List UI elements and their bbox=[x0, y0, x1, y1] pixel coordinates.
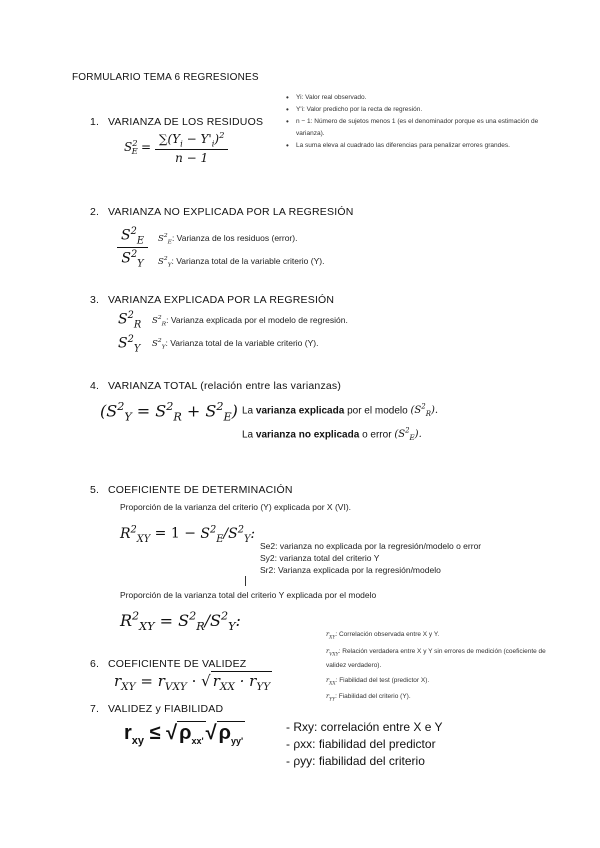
s3-desc-2: $S^2_Y$: Varianza total de la variable criterio (Y). bbox=[152, 337, 319, 351]
s5-note-3: Sr2: Varianza explicada por la regresión/modelo bbox=[260, 565, 441, 575]
page-title: FORMULARIO TEMA 6 REGRESIONES bbox=[72, 72, 259, 83]
s5-note-2: Sy2: varianza total del criterio Y bbox=[260, 553, 380, 563]
formula-r2-residual: $R^2_{XY} = 1 - S^2_E/S^2_Y$: bbox=[120, 524, 256, 545]
section-7-title: 7. VALIDEZ y FIABILIDAD bbox=[90, 703, 224, 715]
formula-r2-explained: $R^2_{XY} = S^2_R/S^2_Y$: bbox=[120, 610, 241, 634]
note-yi-pred: • Y'i: Valor predicho por la recta de regresión. bbox=[286, 104, 546, 116]
s3-desc-1: $S^2_R$: Varianza explicada por el modelo de regresión. bbox=[152, 314, 348, 328]
s4-line-1: La varianza explicada por el modelo $(S^2_R)$. bbox=[242, 403, 439, 419]
section-5-title: 5. COEFICIENTE DE DETERMINACIÓN bbox=[90, 484, 293, 496]
formula-unexplained-ratio: $\frac{S^2_E}{S^2_Y}$ bbox=[117, 226, 148, 270]
s6-note-1: $r_{XY}$: Correlación observada entre X y Y. bbox=[326, 630, 440, 641]
s7-line-2: - ρxx: fiabilidad del predictor bbox=[286, 737, 436, 751]
note-squared-sum: • La suma eleva al cuadrado las diferencias para penalizar errores grandes. bbox=[286, 140, 546, 152]
note-yi: • Yi: Valor real observado. bbox=[286, 92, 546, 104]
s5-para-2: Proporción de la varianza total del criterio Y explicada por el modelo bbox=[120, 590, 377, 600]
formula-validity: $r_{XY} = r_{VXY}$ · √ $r_{XX} \cdot r_{YY}$ bbox=[114, 672, 271, 693]
s2-desc-2: $S^2_Y$: Varianza total de la variable criterio (Y). bbox=[158, 255, 325, 269]
formula-validity-reliability: $r_{xy}$ ≤ √ $\rho_{xx'}$ √ $\rho_{yy'}$ bbox=[124, 722, 244, 747]
formula-sy2: $S^2_Y$ bbox=[118, 334, 141, 355]
formula-total-variance: $(S^2_Y = S^2_R + S^2_E)$ bbox=[100, 400, 238, 424]
section-4-title: 4. VARIANZA TOTAL (relación entre las varianzas) bbox=[90, 380, 342, 392]
note-n-minus-1: • n − 1: Número de sujetos menos 1 (es el denominador porque es una estimación de varianza). bbox=[286, 116, 546, 140]
s7-line-3: - ρyy: fiabilidad del criterio bbox=[286, 754, 425, 768]
residual-notes bbox=[286, 92, 546, 152]
s6-note-2: $r_{VXY}$: Relación verdadera entre X y Y sin errores de medición (coeficiente de validez verdadero). bbox=[326, 647, 546, 670]
s6-note-3: $r_{XX}$: Fiabilidad del test (predictor X). bbox=[326, 676, 430, 687]
s5-note-1: Se2: varianza no explicada por la regresión/modelo o error bbox=[260, 541, 482, 551]
section-3-title: 3. VARIANZA EXPLICADA POR LA REGRESIÓN bbox=[90, 294, 335, 306]
s6-note-4: $r_{YY}$: Fiabilidad del criterio (Y). bbox=[326, 692, 411, 703]
formula-sr2: $S^2_R$ bbox=[118, 310, 142, 331]
s7-line-1: - Rxy: correlación entre X e Y bbox=[286, 720, 443, 734]
s2-desc-1: $S^2_E$: Varianza de los residuos (error). bbox=[158, 232, 298, 246]
section-6-title: 6. COEFICIENTE DE VALIDEZ bbox=[90, 658, 247, 670]
section-2-title: 2. VARIANZA NO EXPLICADA POR LA REGRESIÓN bbox=[90, 206, 354, 218]
s5-para-1: Proporción de la varianza del criterio (Y) explicada por X (VI). bbox=[120, 502, 352, 512]
s4-line-2: La varianza no explicada o error $(S^2_E)$. bbox=[242, 427, 422, 443]
text-cursor bbox=[245, 576, 246, 586]
section-1-title: 1. VARIANZA DE LOS RESIDUOS bbox=[90, 116, 264, 128]
formula-residual-variance: $S^2_E$ = $\frac{\sum(Y_i - Y'_i)^2}{n - 1}$ bbox=[124, 130, 228, 165]
